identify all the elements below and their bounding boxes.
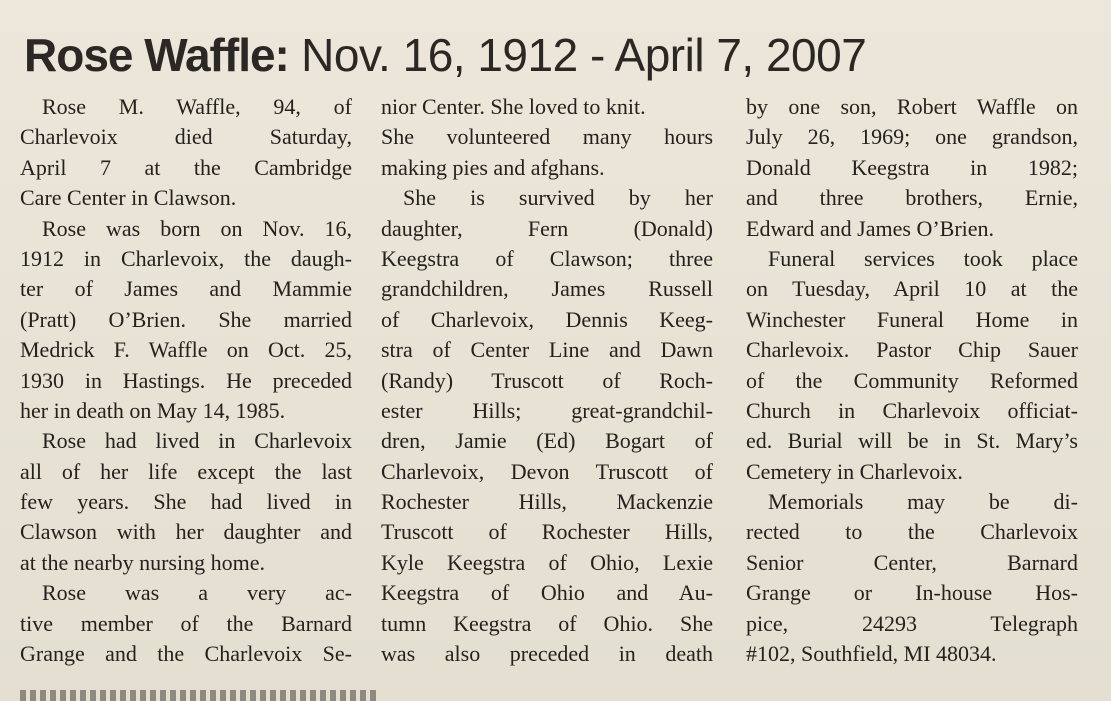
text-line: Cemetery in Charlevoix.	[746, 458, 963, 484]
text-column-3	[746, 92, 1078, 684]
text-line: and three brothers, Ernie,	[746, 185, 1078, 211]
text-line: 1930 in Hastings. He preceded	[20, 367, 352, 393]
text-line: Care Center in Clawson.	[20, 185, 237, 211]
obituary-headline	[24, 26, 1084, 84]
text-column-2	[381, 92, 713, 684]
text-line: Keegstra of Clawson; three	[381, 245, 713, 271]
text-line: ed. Burial will be in St. Mary’s	[746, 428, 1078, 454]
text-line: (Pratt) O’Brien. She married	[20, 306, 352, 332]
text-line: tumn Keegstra of Ohio. She	[381, 610, 713, 636]
text-line: ester Hills; great-grandchil-	[381, 397, 713, 423]
cut-off-section-heading	[60, 0, 460, 12]
text-line: rected to the Charlevoix	[746, 519, 1078, 545]
text-line: Church in Charlevoix officiat-	[746, 397, 1078, 423]
text-line: Keegstra of Ohio and Au-	[381, 580, 713, 606]
text-line: Kyle Keegstra of Ohio, Lexie	[381, 549, 713, 575]
text-line: her in death on May 14, 1985.	[20, 397, 286, 423]
text-line: Grange and the Charlevoix Se-	[20, 641, 352, 667]
text-line: Funeral services took place	[768, 245, 1078, 271]
text-line: dren, Jamie (Ed) Bogart of	[381, 428, 713, 454]
text-line: nior Center. She loved to knit.	[381, 94, 646, 119]
text-line: July 26, 1969; one grandson,	[746, 124, 1078, 150]
text-line: Rochester Hills, Mackenzie	[381, 489, 713, 515]
text-line: stra of Center Line and Dawn	[381, 337, 713, 363]
text-line: #102, Southfield, MI 48034.	[746, 641, 997, 667]
text-line: by one son, Robert Waffle on	[746, 94, 1078, 119]
text-line: all of her life except the last	[20, 458, 352, 484]
text-line: of Charlevoix, Dennis Keeg-	[381, 306, 713, 332]
obituary-body	[20, 92, 1085, 684]
text-line: few years. She had lived in	[20, 489, 352, 515]
text-line: Edward and James O’Brien.	[746, 215, 995, 241]
headline-name: Rose Waffle:	[24, 29, 289, 81]
text-line: Donald Keegstra in 1982;	[746, 154, 1078, 180]
text-line: Charlevoix, Devon Truscott of	[381, 458, 713, 484]
text-line: Grange or In-house Hos-	[746, 580, 1078, 606]
text-line: tive member of the Barnard	[20, 610, 352, 636]
text-line: Rose was born on Nov. 16,	[42, 215, 352, 241]
text-line: Rose M. Waffle, 94, of	[42, 94, 352, 119]
text-line: grandchildren, James Russell	[381, 276, 713, 302]
text-line: (Randy) Truscott of Roch-	[381, 367, 713, 393]
text-line: Truscott of Rochester Hills,	[381, 519, 713, 545]
text-line: ter of James and Mammie	[20, 276, 352, 302]
text-line: of the Community Reformed	[746, 367, 1078, 393]
text-line: Clawson with her daughter and	[20, 519, 352, 545]
text-column-1	[20, 92, 352, 684]
text-line: Memorials may be di-	[768, 489, 1078, 515]
text-line: at the nearby nursing home.	[20, 549, 265, 575]
bottom-border-rule	[20, 690, 380, 701]
text-line: Charlevoix. Pastor Chip Sauer	[746, 337, 1078, 363]
text-line: pice, 24293 Telegraph	[746, 610, 1078, 636]
text-line: Rose was a very ac-	[42, 580, 352, 606]
text-line: April 7 at the Cambridge	[20, 154, 352, 180]
text-line: was also preceded in death	[381, 641, 713, 667]
headline-dates: Nov. 16, 1912 - April 7, 2007	[301, 29, 867, 81]
text-line: She is survived by her	[403, 185, 713, 211]
text-line: Winchester Funeral Home in	[746, 306, 1078, 332]
text-line: She volunteered many hours	[381, 124, 713, 150]
text-line: Medrick F. Waffle on Oct. 25,	[20, 337, 352, 363]
text-line: Charlevoix died Saturday,	[20, 124, 352, 150]
text-line: 1912 in Charlevoix, the daugh-	[20, 245, 352, 271]
text-line: on Tuesday, April 10 at the	[746, 276, 1078, 302]
text-line: daughter, Fern (Donald)	[381, 215, 713, 241]
text-line: Rose had lived in Charlevoix	[42, 428, 352, 454]
text-line: making pies and afghans.	[381, 154, 605, 180]
text-line: Senior Center, Barnard	[746, 549, 1078, 575]
